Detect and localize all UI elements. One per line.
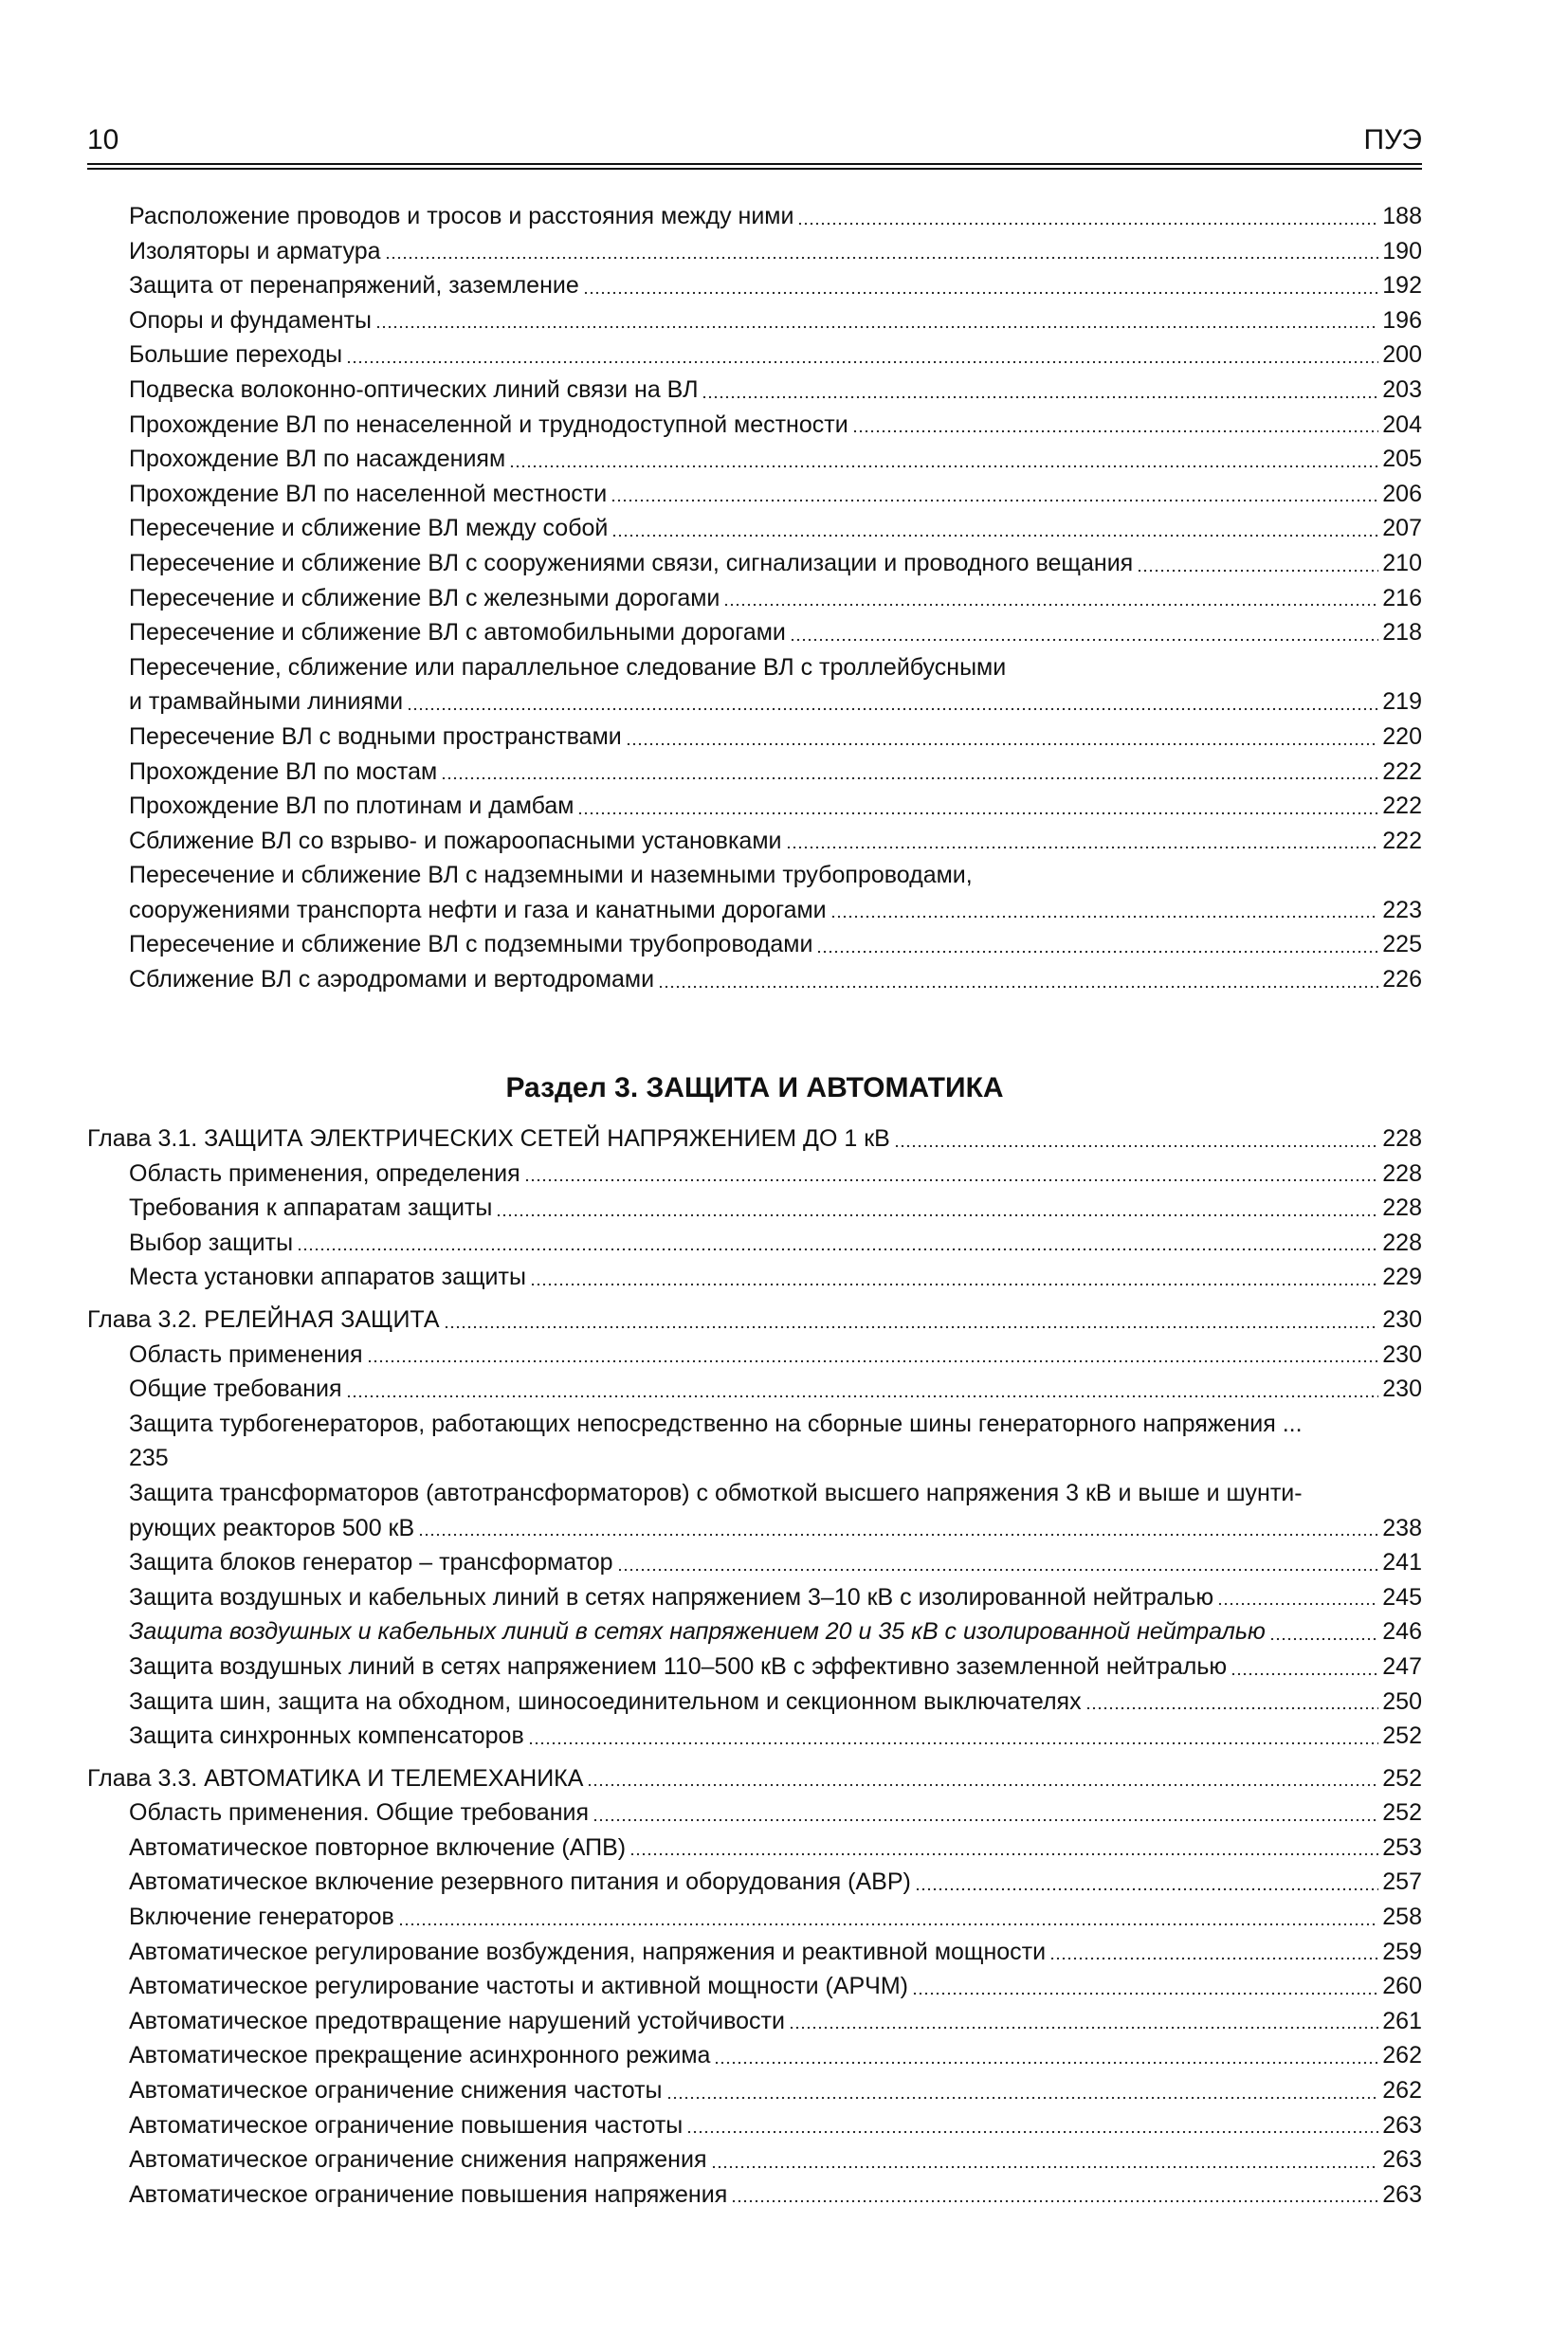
toc-entry[interactable]: Расположение проводов и тросов и расстояния между ними 188 <box>129 203 1422 229</box>
toc-entry[interactable]: Пересечение и сближение ВЛ с железными дорогами 216 <box>129 584 1422 611</box>
toc-entry[interactable]: Большие переходы 200 <box>129 341 1422 369</box>
toc-entry-page-only[interactable]: 235 <box>129 1445 169 1472</box>
toc-entry[interactable]: сооружениями транспорта нефти и газа и канатными дорогами 223 <box>129 896 1422 923</box>
toc-entry-line1[interactable]: Пересечение, сближение или параллельное следование ВЛ с троллейбусными <box>129 653 1007 681</box>
running-title: ПУЭ <box>1363 124 1422 155</box>
toc-entry[interactable]: Пересечение и сближение ВЛ между собой 207 <box>129 515 1422 542</box>
toc-entry[interactable]: Область применения, определения 228 <box>129 1159 1422 1187</box>
toc-entry[interactable]: Автоматическое ограничение снижения частоты 262 <box>129 2077 1422 2105</box>
toc-entry-line1[interactable]: Пересечение и сближение ВЛ с надземными и наземными трубопроводами, <box>129 862 973 889</box>
toc-entry[interactable]: Места установки аппаратов защиты 229 <box>129 1264 1422 1291</box>
toc-entry[interactable]: Защита от перенапряжений, заземление 192 <box>129 272 1422 300</box>
toc-entry[interactable]: Защита блоков генератор – трансформатор 241 <box>129 1549 1422 1576</box>
toc-entry[interactable]: Область применения 230 <box>129 1340 1422 1368</box>
toc-entry[interactable]: Автоматическое регулирование частоты и активной мощности (АРЧМ) 260 <box>129 1973 1422 2000</box>
toc-entry[interactable]: Выбор защиты 228 <box>129 1229 1422 1256</box>
toc-entry[interactable]: Опоры и фундаменты 196 <box>129 306 1422 334</box>
toc-entry[interactable]: Защита воздушных и кабельных линий в сетях напряжением 20 и 35 кВ с изолированной нейтралью 246 <box>129 1618 1422 1646</box>
toc-entry[interactable]: Пересечение и сближение ВЛ с подземными трубопроводами 225 <box>129 931 1422 958</box>
header-rule-double <box>87 168 1422 170</box>
toc-entry[interactable]: Общие требования 230 <box>129 1376 1422 1403</box>
toc-entry[interactable]: Включение генераторов 258 <box>129 1904 1422 1931</box>
page-number: 10 <box>87 124 119 155</box>
toc-chapter-3-3[interactable]: Глава 3.3. АВТОМАТИКА И ТЕЛЕМЕХАНИКА 252 <box>87 1764 1422 1792</box>
toc-entry[interactable]: Прохождение ВЛ по мостам 222 <box>129 757 1422 785</box>
toc-entry[interactable]: Автоматическое ограничение повышения частоты 263 <box>129 2111 1422 2139</box>
toc-entry[interactable]: Требования к аппаратам защиты 228 <box>129 1194 1422 1222</box>
toc-entry[interactable]: Прохождение ВЛ по насаждениям 205 <box>129 446 1422 473</box>
toc-entry[interactable]: Изоляторы и арматура 190 <box>129 237 1422 264</box>
toc-chapter-3-1[interactable]: Глава 3.1. ЗАЩИТА ЭЛЕКТРИЧЕСКИХ СЕТЕЙ НАПРЯЖЕНИЕМ ДО 1 кВ 228 <box>87 1125 1422 1152</box>
header-rule <box>87 163 1422 165</box>
toc-entry-line1[interactable]: Защита трансформаторов (автотрансформаторов) с обмоткой высшего напряжения 3 кВ и выше и шунти- <box>129 1479 1303 1506</box>
toc-entry[interactable]: рующих реакторов 500 кВ 238 <box>129 1514 1422 1541</box>
toc-entry[interactable]: Прохождение ВЛ по населенной местности 206 <box>129 480 1422 507</box>
toc-entry[interactable]: Автоматическое повторное включение (АПВ) 253 <box>129 1833 1422 1861</box>
toc-entry[interactable]: Сближение ВЛ с аэродромами и вертодромами 226 <box>129 966 1422 993</box>
toc-section-3 <box>87 1121 1422 2212</box>
toc-entry[interactable]: Пересечение и сближение ВЛ с автомобильными дорогами 218 <box>129 619 1422 647</box>
toc-entry[interactable]: Автоматическое предотвращение нарушений устойчивости 261 <box>129 2007 1422 2034</box>
toc-entry[interactable]: Пересечение и сближение ВЛ с сооружениями связи, сигнализации и проводного вещания 210 <box>129 549 1422 576</box>
section-heading: Раздел 3. ЗАЩИТА И АВТОМАТИКА <box>505 1072 1004 1103</box>
toc-entry[interactable]: Защита шин, защита на обходном, шиносоединительном и секционном выключателях 250 <box>129 1687 1422 1715</box>
toc-entry[interactable]: Пересечение ВЛ с водными пространствами 220 <box>129 722 1422 750</box>
toc-entry[interactable]: Прохождение ВЛ по ненаселенной и труднодоступной местности 204 <box>129 410 1422 438</box>
toc-entry[interactable]: Автоматическое прекращение асинхронного режима 262 <box>129 2042 1422 2069</box>
toc-entry[interactable]: Защита синхронных компенсаторов 252 <box>129 1722 1422 1750</box>
toc-entry[interactable]: Защита воздушных и кабельных линий в сетях напряжением 3–10 кВ с изолированной нейтралью 245 <box>129 1583 1422 1611</box>
toc-entry[interactable]: Сближение ВЛ со взрыво- и пожароопасными установками 222 <box>129 827 1422 854</box>
toc-entry-line1[interactable]: Защита турбогенераторов, работающих непосредственно на сборные шины генераторного напряжения ... <box>129 1410 1303 1437</box>
toc-entry[interactable]: Подвеска волоконно-оптических линий связи на ВЛ 203 <box>129 375 1422 403</box>
toc-entry[interactable]: Автоматическое включение резервного питания и оборудования (АВР) 257 <box>129 1868 1422 1896</box>
toc-entry[interactable]: Автоматическое ограничение повышения напряжения 263 <box>129 2180 1422 2208</box>
toc-entry[interactable]: и трамвайными линиями 219 <box>129 688 1422 716</box>
toc-entry[interactable]: Прохождение ВЛ по плотинам и дамбам 222 <box>129 793 1422 820</box>
toc-entry[interactable]: Область применения. Общие требования 252 <box>129 1799 1422 1827</box>
page-header <box>87 121 1422 159</box>
toc-entry[interactable]: Автоматическое регулирование возбуждения, напряжения и реактивной мощности 259 <box>129 1938 1422 1965</box>
toc-entry[interactable]: Защита воздушных линий в сетях напряжением 110–500 кВ с эффективно заземленной нейтралью 247 <box>129 1652 1422 1680</box>
toc-chapter-3-2[interactable]: Глава 3.2. РЕЛЕЙНАЯ ЗАЩИТА 230 <box>87 1305 1422 1333</box>
toc-entry[interactable]: Автоматическое ограничение снижения напряжения 263 <box>129 2146 1422 2174</box>
toc-section-2-continued <box>87 199 1422 997</box>
